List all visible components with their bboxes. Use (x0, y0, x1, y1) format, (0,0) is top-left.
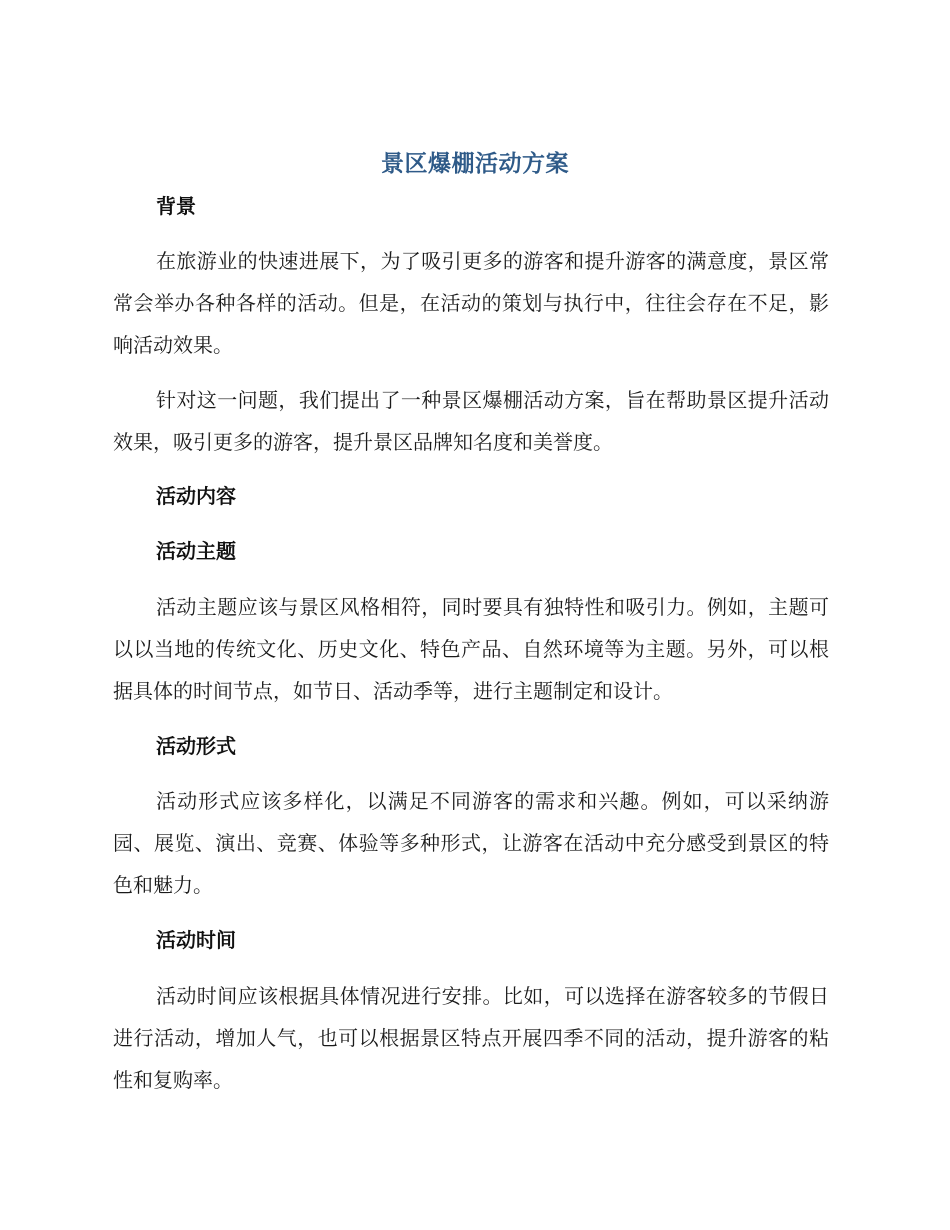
heading-activity-theme: 活动主题 (156, 539, 236, 563)
paragraph-activity-form: 活动形式应该多样化，以满足不同游客的需求和兴趣。例如，可以采纳游园、展览、演出、竞赛、体验等多种形式，让游客在活动中充分感受到景区的特色和魅力。 (113, 789, 829, 897)
heading-activity-time: 活动时间 (156, 928, 236, 952)
document-title: 景区爆棚活动方案 (381, 151, 569, 177)
heading-background: 背景 (156, 194, 196, 218)
paragraph-background-1: 在旅游业的快速进展下，为了吸引更多的游客和提升游客的满意度，景区常常会举办各种各样的活动。但是，在活动的策划与执行中，往往会存在不足，影响活动效果。 (113, 249, 829, 357)
paragraph-background-2: 针对这一问题，我们提出了一种景区爆棚活动方案，旨在帮助景区提升活动效果，吸引更多的游客，提升景区品牌知名度和美誉度。 (113, 388, 829, 454)
paragraph-activity-time: 活动时间应该根据具体情况进行安排。比如，可以选择在游客较多的节假日进行活动，增加人气，也可以根据景区特点开展四季不同的活动，提升游客的粘性和复购率。 (113, 984, 829, 1092)
paragraph-activity-theme: 活动主题应该与景区风格相符，同时要具有独特性和吸引力。例如，主题可以以当地的传统文化、历史文化、特色产品、自然环境等为主题。另外，可以根据具体的时间节点，如节日、活动季等，进行主题制定和设计。 (113, 595, 829, 703)
heading-activity-form: 活动形式 (156, 734, 236, 758)
heading-activity-content: 活动内容 (156, 484, 236, 508)
